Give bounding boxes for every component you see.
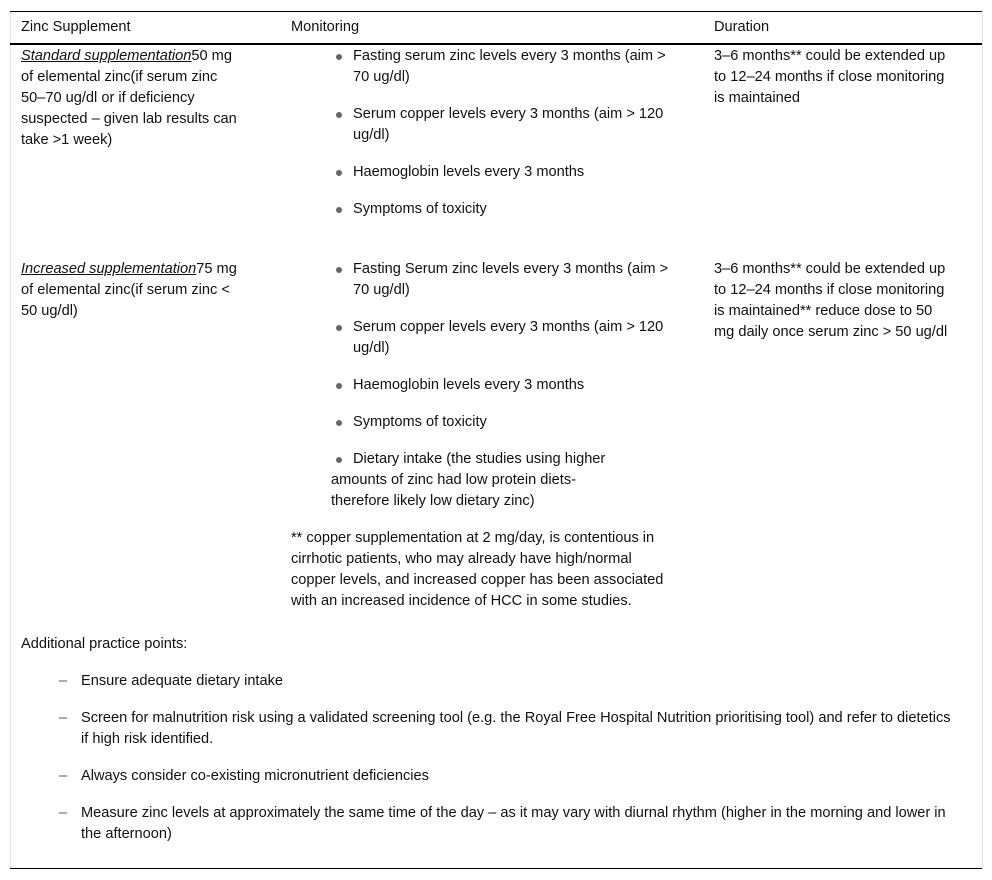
list-item: Fasting Serum zinc levels every 3 months (aim > 70 ug/dl) xyxy=(331,259,671,301)
supp-detail: 50 mg of elemental zinc(if serum zinc 50–70 ug/dl or if deficiency suspected – given lab results can take >1 week) xyxy=(21,48,237,148)
supp-name: Increased supplementation xyxy=(21,261,197,277)
header-monitoring: Monitoring xyxy=(291,19,360,35)
row1-duration: 3–6 months** could be extended up to 12–24 months if close monitoring is maintained xyxy=(714,48,946,106)
additional-points-list xyxy=(21,671,961,861)
supp-detail: 75 mg of elemental zinc(if serum zinc < 50 ug/dl) xyxy=(21,261,237,319)
header-duration: Duration xyxy=(714,19,770,35)
row2-supplement xyxy=(21,259,239,322)
header-rule xyxy=(10,43,982,45)
list-item: – Always consider co-existing micronutrient deficiencies xyxy=(21,766,961,787)
footnote: ** copper supplementation at 2 mg/day, is contentious in cirrhotic patients, who may already have high/normal copper levels, and increased copper has been associated with an increased incidence of HCC in some studies. xyxy=(291,530,664,609)
list-item: Dietary intake (the studies using higher amounts of zinc had low protein diets-therefore likely low dietary zinc) xyxy=(331,449,631,512)
row1-monitoring-list xyxy=(331,46,671,236)
row2-monitoring-list xyxy=(331,259,671,528)
bottom-rule xyxy=(10,868,982,869)
list-item: Fasting serum zinc levels every 3 months (aim > 70 ug/dl) xyxy=(331,46,671,88)
list-item: Symptoms of toxicity xyxy=(331,199,671,220)
list-item: Haemoglobin levels every 3 months xyxy=(331,375,671,396)
list-item: Haemoglobin levels every 3 months xyxy=(331,162,671,183)
supp-name: Standard supplementation xyxy=(21,48,192,64)
additional-title: Additional practice points: xyxy=(21,636,188,652)
row2-duration: 3–6 months** could be extended up to 12–24 months if close monitoring is maintained** reduce dose to 50 mg daily once serum zinc > 50 ug/dl xyxy=(714,261,948,340)
list-item: – Measure zinc levels at approximately the same time of the day – as it may vary with diurnal rhythm (higher in the morning and lower in the afternoon) xyxy=(21,803,961,845)
list-item: Serum copper levels every 3 months (aim > 120 ug/dl) xyxy=(331,104,671,146)
top-rule xyxy=(10,11,982,12)
list-item: – Ensure adequate dietary intake xyxy=(21,671,961,692)
row1-supplement xyxy=(21,46,239,151)
list-item: Serum copper levels every 3 months (aim > 120 ug/dl) xyxy=(331,317,671,359)
list-item: – Screen for malnutrition risk using a validated screening tool (e.g. the Royal Free Hospital Nutrition prioritising tool) and refer to dietetics if high risk identified. xyxy=(21,708,961,750)
list-item: Symptoms of toxicity xyxy=(331,412,671,433)
header-zinc-supplement: Zinc Supplement xyxy=(21,19,131,35)
